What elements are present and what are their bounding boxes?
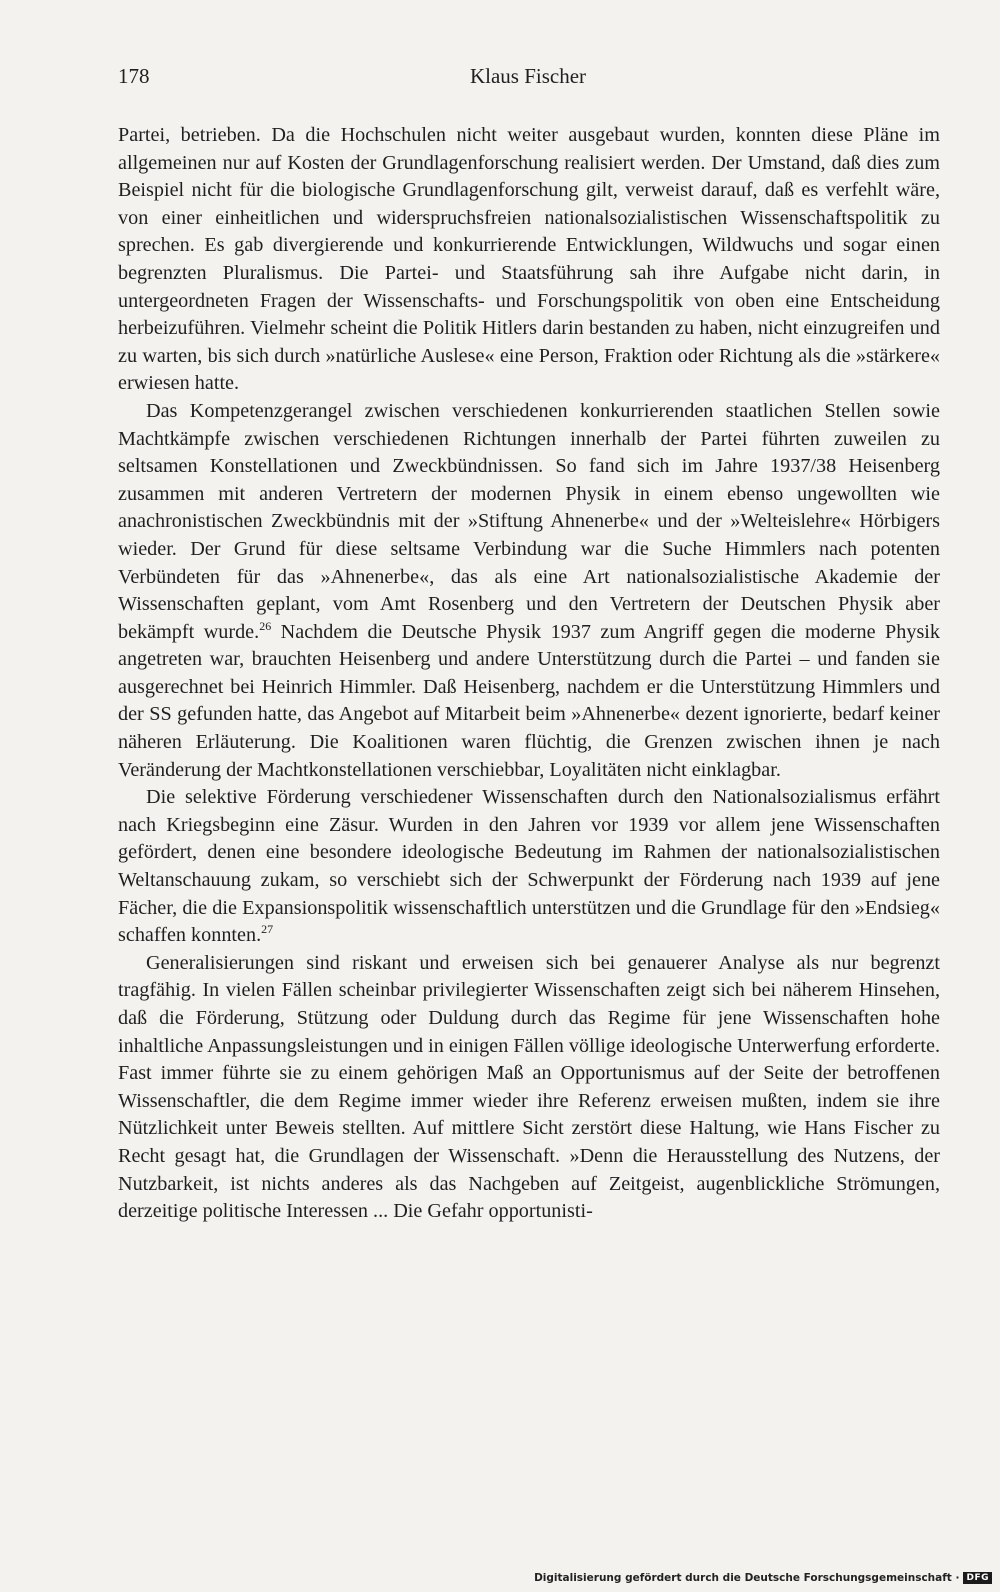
page-number: 178	[118, 64, 150, 88]
paragraph-1-text: Partei, betrieben. Da die Hochschulen nicht weiter ausgebaut wurden, konnten diese Pläne im allgemeinen nur auf Kosten der Grundlagenforschung realisiert werden. Der Umstand, daß dies zum Beispiel nicht für die biologische Grundlagenforschung gilt, verweist darauf, daß es verfehlt wäre, von einer einheitlichen und widerspruchsfreien nationalsozialistischen Wissenschaftspolitik zu sprechen. Es gab divergierende und konkurrierende Entwicklungen, Wildwuchs und sogar einen begrenzten Pluralismus. Die Partei- und Staatsführung sah ihre Aufgabe nicht darin, in untergeordneten Fragen der Wissenschafts- und Forschungspolitik von oben eine Entscheidung herbeizuführen. Vielmehr scheint die Politik Hitlers darin bestanden zu haben, nicht einzugreifen und zu warten, bis sich durch »natürliche Auslese« eine Person, Fraktion oder Richtung als die »stärkere« erwiesen hatte.	[118, 124, 940, 395]
running-title: Klaus Fischer	[469, 64, 587, 88]
footnote-ref-27[interactable]: 27	[261, 922, 274, 937]
digitization-credit	[534, 1568, 992, 1588]
paragraph-1	[118, 122, 940, 398]
paragraph-3-text: Die selektive Förderung verschiedener Wissenschaften durch den Nationalsozialismus erfährt nach Kriegsbeginn eine Zäsur. Wurden in den Jahren vor 1939 vor allem jene Wissenschaften gefördert, denen eine besondere ideologische Bedeutung im Rahmen der nationalsozialistischen Weltanschauung zukam, so verschiebt sich der Schwerpunkt der Förderung nach 1939 auf jene Fächer, die die Expansionspolitik wissenschaftlich unterstützen und die Grundlage für den »Endsieg« schaffen konnten.	[118, 786, 940, 947]
paragraph-2-text: Das Kompetenzgerangel zwischen verschiedenen konkurrierenden staatlichen Stellen sowie Machtkämpfe zwischen verschiedenen Richtungen innerhalb der Partei führten zuweilen zu seltsamen Konstellationen und Zweckbündnissen. So fand sich im Jahre 1937/38 Heisenberg zusammen mit anderen Vertretern der modernen Physik in einem ebenso ungewollten wie anachronistischen Zweckbündnis mit der »Stiftung Ahnenerbe« und der »Welteislehre« Hörbigers wieder. Der Grund für diese seltsame Verbindung war die Suche Himmlers nach potenten Verbündeten für das »Ahnenerbe«, das als eine Art nationalsozialistische Akademie der Wissenschaften geplant, vom Amt Rosenberg und den Vertretern der Deutschen Physik aber bekämpft wurde.	[118, 399, 940, 643]
credit-text: Digitalisierung gefördert durch die Deutsche Forschungsgemeinschaft ·	[534, 1572, 960, 1584]
paragraph-3	[118, 784, 940, 950]
paragraph-2	[118, 398, 940, 784]
paragraph-4	[118, 950, 940, 1226]
paragraph-2-text-cont: Nachdem die Deutsche Physik 1937 zum Angriff gegen die moderne Physik angetreten war, brauchten Heisenberg und andere Unterstützung durch die Partei – und fanden sie ausgerechnet bei Heinrich Himmler. Daß Heisenberg, nachdem er die Unterstützung Himmlers und der SS gefunden hatte, das Angebot auf Mitarbeit beim »Ahnenerbe« dezent ignorierte, bedarf keiner näheren Erläuterung. Die Koalitionen waren flüchtig, die Grenzen zwischen ihnen je nach Veränderung der Machtkonstellationen verschiebbar, Loyalitäten nicht einklagbar.	[118, 620, 941, 781]
body-text	[118, 122, 940, 1226]
paragraph-4-text: Generalisierungen sind riskant und erweisen sich bei genauerer Analyse als nur begrenzt tragfähig. In vielen Fällen scheinbar privilegierter Wissenschaften zeigt sich bei näherem Hinsehen, daß die Förderung, Stützung oder Duldung durch das Regime für jene Wissenschaften hohe inhaltliche Anpassungsleistungen und in einigen Fällen völlige ideologische Unterwerfung erforderte. Fast immer führte sie zu einem gehörigen Maß an Opportunismus auf der Seite der betroffenen Wissenschaftler, die dem Regime immer wieder ihre Referenz erweisen mußten, indem sie ihre Nützlichkeit unter Beweis stellten. Auf mittlere Sicht zerstört diese Haltung, wie Hans Fischer zu Recht gesagt hat, die Grundlagen der Wissenschaft. »Denn die Herausstellung des Nutzens, der Nutzbarkeit, ist nichts anderes als das Nachgeben auf Zeitgeist, augenblickliche Strömungen, derzeitige politische Interessen ... Die Gefahr opportunisti-	[118, 951, 940, 1223]
running-head	[118, 64, 938, 94]
footnote-ref-26[interactable]: 26	[259, 618, 272, 633]
dfg-logo-icon: DFG	[963, 1572, 992, 1584]
